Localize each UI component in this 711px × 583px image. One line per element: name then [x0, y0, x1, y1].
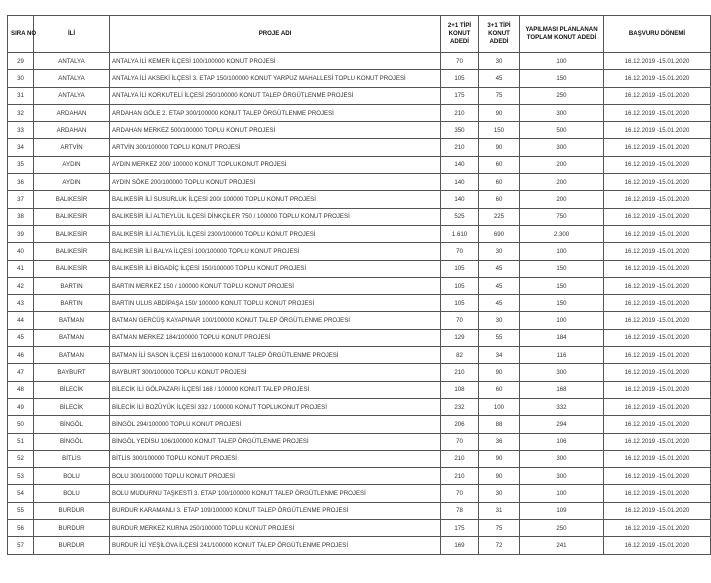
row-3-1-count: 690 [479, 225, 520, 242]
row-total-count: 200 [520, 174, 604, 191]
row-total-count: 241 [520, 537, 604, 554]
row-number: 38 [8, 208, 34, 225]
table-row [8, 520, 711, 537]
row-province: BATMAN [34, 347, 110, 364]
row-application-period: 16.12.2019 -15.01.2020 [604, 260, 711, 277]
row-project-name: BURDUR MERKEZ KURNA 250/100000 TOPLU KONUT PROJESİ [110, 520, 441, 537]
header-basvuru-donemi: BAŞVURU DÖNEMİ [604, 16, 711, 53]
row-2-1-count: 210 [441, 139, 479, 156]
table-row [8, 433, 711, 450]
row-total-count: 184 [520, 329, 604, 346]
row-number: 29 [8, 53, 34, 70]
header-sira-no: SIRA NO [8, 16, 34, 53]
row-2-1-count: 129 [441, 329, 479, 346]
table-row [8, 208, 711, 225]
row-3-1-count: 36 [479, 433, 520, 450]
row-3-1-count: 31 [479, 502, 520, 519]
row-province: BARTIN [34, 277, 110, 294]
row-number: 50 [8, 416, 34, 433]
table-row [8, 347, 711, 364]
row-3-1-count: 60 [479, 156, 520, 173]
row-province: BİNGÖL [34, 433, 110, 450]
row-3-1-count: 75 [479, 87, 520, 104]
row-total-count: 100 [520, 53, 604, 70]
row-total-count: 300 [520, 104, 604, 121]
row-application-period: 16.12.2019 -15.01.2020 [604, 104, 711, 121]
row-project-name: BATMAN MERKEZ 184/100000 TOPLU KONUT PROJESİ [110, 329, 441, 346]
row-3-1-count: 90 [479, 104, 520, 121]
row-province: BATMAN [34, 312, 110, 329]
row-application-period: 16.12.2019 -15.01.2020 [604, 416, 711, 433]
row-number: 55 [8, 502, 34, 519]
row-province: BİLECİK [34, 398, 110, 415]
row-3-1-count: 45 [479, 70, 520, 87]
row-total-count: 250 [520, 87, 604, 104]
row-total-count: 300 [520, 450, 604, 467]
row-province: BARTIN [34, 295, 110, 312]
row-project-name: BURDUR İLİ YEŞİLOVA İLÇESİ 241/100000 KONUT TALEP ÖRGÜTLENME PROJESİ [110, 537, 441, 554]
row-province: ANTALYA [34, 87, 110, 104]
table-row [8, 502, 711, 519]
row-number: 44 [8, 312, 34, 329]
table-row [8, 70, 711, 87]
row-number: 47 [8, 364, 34, 381]
row-2-1-count: 350 [441, 122, 479, 139]
row-total-count: 100 [520, 243, 604, 260]
header-toplam: YAPILMASI PLANLANAN TOPLAM KONUT ADEDİ [520, 16, 604, 53]
row-2-1-count: 105 [441, 295, 479, 312]
row-province: BİTLİS [34, 450, 110, 467]
row-project-name: ANTALYA İLİ AKSEKİ İLÇESİ 3. ETAP 150/100000 KONUT YARPUZ MAHALLESİ TOPLU KONUT PROJESİ [110, 70, 441, 87]
row-2-1-count: 140 [441, 174, 479, 191]
table-row [8, 450, 711, 467]
row-total-count: 200 [520, 191, 604, 208]
row-2-1-count: 210 [441, 450, 479, 467]
row-application-period: 16.12.2019 -15.01.2020 [604, 243, 711, 260]
row-application-period: 16.12.2019 -15.01.2020 [604, 347, 711, 364]
row-total-count: 500 [520, 122, 604, 139]
row-number: 31 [8, 87, 34, 104]
row-province: BALIKESİR [34, 260, 110, 277]
row-project-name: BALIKESİR İLİ ALTIEYLÜL İLÇESİ 2300/100000 TOPLU KONUT PROJESİ [110, 225, 441, 242]
header-ili: İLİ [34, 16, 110, 53]
row-application-period: 16.12.2019 -15.01.2020 [604, 329, 711, 346]
row-province: ARDAHAN [34, 122, 110, 139]
table-row [8, 174, 711, 191]
row-total-count: 250 [520, 520, 604, 537]
table-row [8, 381, 711, 398]
row-project-name: BİNGÖL 294/100000 TOPLU KONUT PROJESİ [110, 416, 441, 433]
row-number: 43 [8, 295, 34, 312]
row-application-period: 16.12.2019 -15.01.2020 [604, 225, 711, 242]
row-application-period: 16.12.2019 -15.01.2020 [604, 312, 711, 329]
row-application-period: 16.12.2019 -15.01.2020 [604, 122, 711, 139]
row-province: BAYBURT [34, 364, 110, 381]
row-total-count: 750 [520, 208, 604, 225]
row-application-period: 16.12.2019 -15.01.2020 [604, 156, 711, 173]
row-number: 49 [8, 398, 34, 415]
table-row [8, 329, 711, 346]
row-total-count: 2.300 [520, 225, 604, 242]
row-2-1-count: 210 [441, 468, 479, 485]
row-project-name: BİLECİK İLİ BOZÜYÜK İLÇESİ 332 / 100000 KONUT TOPLUKONUT PROJESİ [110, 398, 441, 415]
row-3-1-count: 88 [479, 416, 520, 433]
row-province: AYDIN [34, 174, 110, 191]
row-application-period: 16.12.2019 -15.01.2020 [604, 70, 711, 87]
row-province: BİLECİK [34, 381, 110, 398]
row-3-1-count: 90 [479, 364, 520, 381]
row-3-1-count: 60 [479, 191, 520, 208]
row-application-period: 16.12.2019 -15.01.2020 [604, 502, 711, 519]
row-number: 35 [8, 156, 34, 173]
row-2-1-count: 175 [441, 520, 479, 537]
row-province: BALIKESİR [34, 225, 110, 242]
row-total-count: 332 [520, 398, 604, 415]
row-number: 52 [8, 450, 34, 467]
row-project-name: BURDUR KARAMANLI 3. ETAP 109/100000 KONUT TALEP ÖRGÜTLENME PROJESİ [110, 502, 441, 519]
row-2-1-count: 210 [441, 364, 479, 381]
table-row [8, 485, 711, 502]
row-3-1-count: 30 [479, 53, 520, 70]
row-total-count: 168 [520, 381, 604, 398]
table-row [8, 156, 711, 173]
row-total-count: 150 [520, 70, 604, 87]
row-total-count: 300 [520, 468, 604, 485]
row-project-name: BİNGÖL YEDİSU 106/100000 KONUT TALEP ÖRGÜTLENME PROJESİ [110, 433, 441, 450]
row-application-period: 16.12.2019 -15.01.2020 [604, 485, 711, 502]
table-row [8, 139, 711, 156]
row-number: 37 [8, 191, 34, 208]
header-3-1-tipi: 3+1 TİPİ KONUT ADEDİ [479, 16, 520, 53]
table-row [8, 260, 711, 277]
table-row [8, 364, 711, 381]
row-province: BOLU [34, 468, 110, 485]
row-3-1-count: 30 [479, 243, 520, 260]
row-3-1-count: 60 [479, 381, 520, 398]
row-province: BALIKESİR [34, 243, 110, 260]
row-application-period: 16.12.2019 -15.01.2020 [604, 364, 711, 381]
row-2-1-count: 175 [441, 87, 479, 104]
row-province: ANTALYA [34, 70, 110, 87]
header-proje-adi: PROJE ADI [110, 16, 441, 53]
row-2-1-count: 140 [441, 156, 479, 173]
row-3-1-count: 90 [479, 468, 520, 485]
table-row [8, 468, 711, 485]
row-total-count: 109 [520, 502, 604, 519]
table-row [8, 243, 711, 260]
table-row [8, 277, 711, 294]
row-3-1-count: 90 [479, 139, 520, 156]
row-project-name: BAYBURT 300/100000 TOPLU KONUT PROJESİ [110, 364, 441, 381]
row-3-1-count: 55 [479, 329, 520, 346]
table-row [8, 191, 711, 208]
row-project-name: ARDAHAN GÖLE 2. ETAP 300/100000 KONUT TALEP ÖRGÜTLENME PROJESİ [110, 104, 441, 121]
row-project-name: ARTVİN 300/100000 TOPLU KONUT PROJESİ [110, 139, 441, 156]
row-number: 57 [8, 537, 34, 554]
row-2-1-count: 70 [441, 312, 479, 329]
row-project-name: BALIKESİR İLİ BALYA İLÇESİ 100/100000 TOPLU KONUT PROJESİ [110, 243, 441, 260]
row-3-1-count: 72 [479, 537, 520, 554]
row-project-name: BATMAN GERCÜŞ KAYAPINAR 100/100000 KONUT TALEP ÖRGÜTLENME PROJESİ [110, 312, 441, 329]
row-3-1-count: 45 [479, 277, 520, 294]
row-3-1-count: 225 [479, 208, 520, 225]
row-province: AYDIN [34, 156, 110, 173]
table-row [8, 416, 711, 433]
row-number: 48 [8, 381, 34, 398]
row-2-1-count: 70 [441, 485, 479, 502]
row-number: 33 [8, 122, 34, 139]
table-row [8, 312, 711, 329]
row-3-1-count: 45 [479, 260, 520, 277]
row-number: 40 [8, 243, 34, 260]
row-total-count: 150 [520, 295, 604, 312]
row-number: 42 [8, 277, 34, 294]
table-row [8, 53, 711, 70]
row-number: 32 [8, 104, 34, 121]
row-2-1-count: 169 [441, 537, 479, 554]
row-2-1-count: 140 [441, 191, 479, 208]
row-2-1-count: 70 [441, 243, 479, 260]
housing-projects-table [7, 15, 711, 555]
row-total-count: 300 [520, 364, 604, 381]
row-application-period: 16.12.2019 -15.01.2020 [604, 433, 711, 450]
row-application-period: 16.12.2019 -15.01.2020 [604, 87, 711, 104]
row-number: 45 [8, 329, 34, 346]
row-project-name: BARTIN ULUS ABDİPAŞA 150/ 100000 KONUT TOPLU KONUT PROJESİ [110, 295, 441, 312]
row-province: BİNGÖL [34, 416, 110, 433]
row-number: 41 [8, 260, 34, 277]
row-application-period: 16.12.2019 -15.01.2020 [604, 468, 711, 485]
row-2-1-count: 105 [441, 70, 479, 87]
row-project-name: BALIKESİR İLİ BİGADİÇ İLÇESİ 150/100000 TOPLU KONUT PROJESİ [110, 260, 441, 277]
row-number: 36 [8, 174, 34, 191]
row-total-count: 294 [520, 416, 604, 433]
row-province: ANTALYA [34, 53, 110, 70]
row-2-1-count: 1.610 [441, 225, 479, 242]
header-row [8, 16, 711, 53]
row-2-1-count: 105 [441, 277, 479, 294]
row-project-name: BARTIN MERKEZ 150 / 100000 KONUT TOPLU KONUT PROJESİ [110, 277, 441, 294]
row-application-period: 16.12.2019 -15.01.2020 [604, 295, 711, 312]
row-number: 53 [8, 468, 34, 485]
row-2-1-count: 525 [441, 208, 479, 225]
row-3-1-count: 90 [479, 450, 520, 467]
row-3-1-count: 60 [479, 174, 520, 191]
row-2-1-count: 82 [441, 347, 479, 364]
row-total-count: 150 [520, 277, 604, 294]
row-total-count: 200 [520, 156, 604, 173]
row-province: BURDUR [34, 502, 110, 519]
row-2-1-count: 70 [441, 53, 479, 70]
row-project-name: BATMAN İLİ SASON İLÇESİ 116/100000 KONUT TALEP ÖRGÜTLENME PROJESİ [110, 347, 441, 364]
row-3-1-count: 30 [479, 485, 520, 502]
row-total-count: 116 [520, 347, 604, 364]
row-province: BURDUR [34, 520, 110, 537]
row-province: BALIKESİR [34, 208, 110, 225]
row-project-name: BALIKESİR İLİ SUSURLUK İLÇESİ 200/ 100000 TOPLU KONUT PROJESİ [110, 191, 441, 208]
row-total-count: 100 [520, 485, 604, 502]
table-row [8, 104, 711, 121]
row-application-period: 16.12.2019 -15.01.2020 [604, 398, 711, 415]
row-province: ARTVİN [34, 139, 110, 156]
row-application-period: 16.12.2019 -15.01.2020 [604, 381, 711, 398]
row-application-period: 16.12.2019 -15.01.2020 [604, 191, 711, 208]
row-project-name: ARDAHAN MERKEZ 500/100000 TOPLU KONUT PROJESİ [110, 122, 441, 139]
row-application-period: 16.12.2019 -15.01.2020 [604, 537, 711, 554]
row-project-name: BİLECİK İLİ GÖLPAZARI İLÇESİ 168 / 100000 KONUT TALEP PROJESİ [110, 381, 441, 398]
row-application-period: 16.12.2019 -15.01.2020 [604, 450, 711, 467]
table-row [8, 398, 711, 415]
table-row [8, 122, 711, 139]
table-row [8, 87, 711, 104]
row-3-1-count: 30 [479, 312, 520, 329]
row-total-count: 150 [520, 260, 604, 277]
row-project-name: AYDIN SÖKE 200/100000 TOPLU KONUT PROJESİ [110, 174, 441, 191]
row-number: 34 [8, 139, 34, 156]
table-row [8, 225, 711, 242]
row-2-1-count: 105 [441, 260, 479, 277]
row-2-1-count: 232 [441, 398, 479, 415]
row-application-period: 16.12.2019 -15.01.2020 [604, 139, 711, 156]
row-project-name: BOLU MUDURNU TAŞKESTİ 3. ETAP 100/100000 KONUT TALEP ÖRGÜTLENME PROJESİ [110, 485, 441, 502]
row-province: ARDAHAN [34, 104, 110, 121]
row-3-1-count: 75 [479, 520, 520, 537]
row-3-1-count: 34 [479, 347, 520, 364]
row-2-1-count: 78 [441, 502, 479, 519]
row-2-1-count: 108 [441, 381, 479, 398]
row-2-1-count: 210 [441, 104, 479, 121]
row-province: BALIKESİR [34, 191, 110, 208]
row-total-count: 106 [520, 433, 604, 450]
table-row [8, 537, 711, 554]
table-row [8, 295, 711, 312]
row-project-name: BALIKESİR İLİ ALTIEYLÜL İLÇESİ DİNKÇİLER 750 / 100000 TOPLU KONUT PROJESİ [110, 208, 441, 225]
row-number: 39 [8, 225, 34, 242]
row-project-name: ANTALYA İLİ KORKUTELİ İLÇESİ 250/100000 KONUT TALEP ÖRGÜTLENME PROJESİ [110, 87, 441, 104]
row-province: BATMAN [34, 329, 110, 346]
row-province: BURDUR [34, 537, 110, 554]
row-project-name: AYDIN MERKEZ 200/ 100000 KONUT TOPLUKONUT PROJESİ [110, 156, 441, 173]
row-project-name: BİTLİS 300/100000 TOPLU KONUT PROJESİ [110, 450, 441, 467]
row-application-period: 16.12.2019 -15.01.2020 [604, 53, 711, 70]
row-number: 46 [8, 347, 34, 364]
row-total-count: 300 [520, 139, 604, 156]
row-3-1-count: 45 [479, 295, 520, 312]
row-number: 56 [8, 520, 34, 537]
row-province: BOLU [34, 485, 110, 502]
row-number: 51 [8, 433, 34, 450]
row-3-1-count: 100 [479, 398, 520, 415]
row-project-name: BOLU 300/100000 TOPLU KONUT PROJESİ [110, 468, 441, 485]
row-total-count: 100 [520, 312, 604, 329]
row-application-period: 16.12.2019 -15.01.2020 [604, 277, 711, 294]
row-2-1-count: 206 [441, 416, 479, 433]
header-2-1-tipi: 2+1 TİPİ KONUT ADEDİ [441, 16, 479, 53]
row-2-1-count: 70 [441, 433, 479, 450]
row-number: 54 [8, 485, 34, 502]
row-number: 30 [8, 70, 34, 87]
row-application-period: 16.12.2019 -15.01.2020 [604, 174, 711, 191]
row-application-period: 16.12.2019 -15.01.2020 [604, 208, 711, 225]
row-project-name: ANTALYA İLİ KEMER İLÇESİ 100/100000 KONUT PROJESİ [110, 53, 441, 70]
row-3-1-count: 150 [479, 122, 520, 139]
row-application-period: 16.12.2019 -15.01.2020 [604, 520, 711, 537]
